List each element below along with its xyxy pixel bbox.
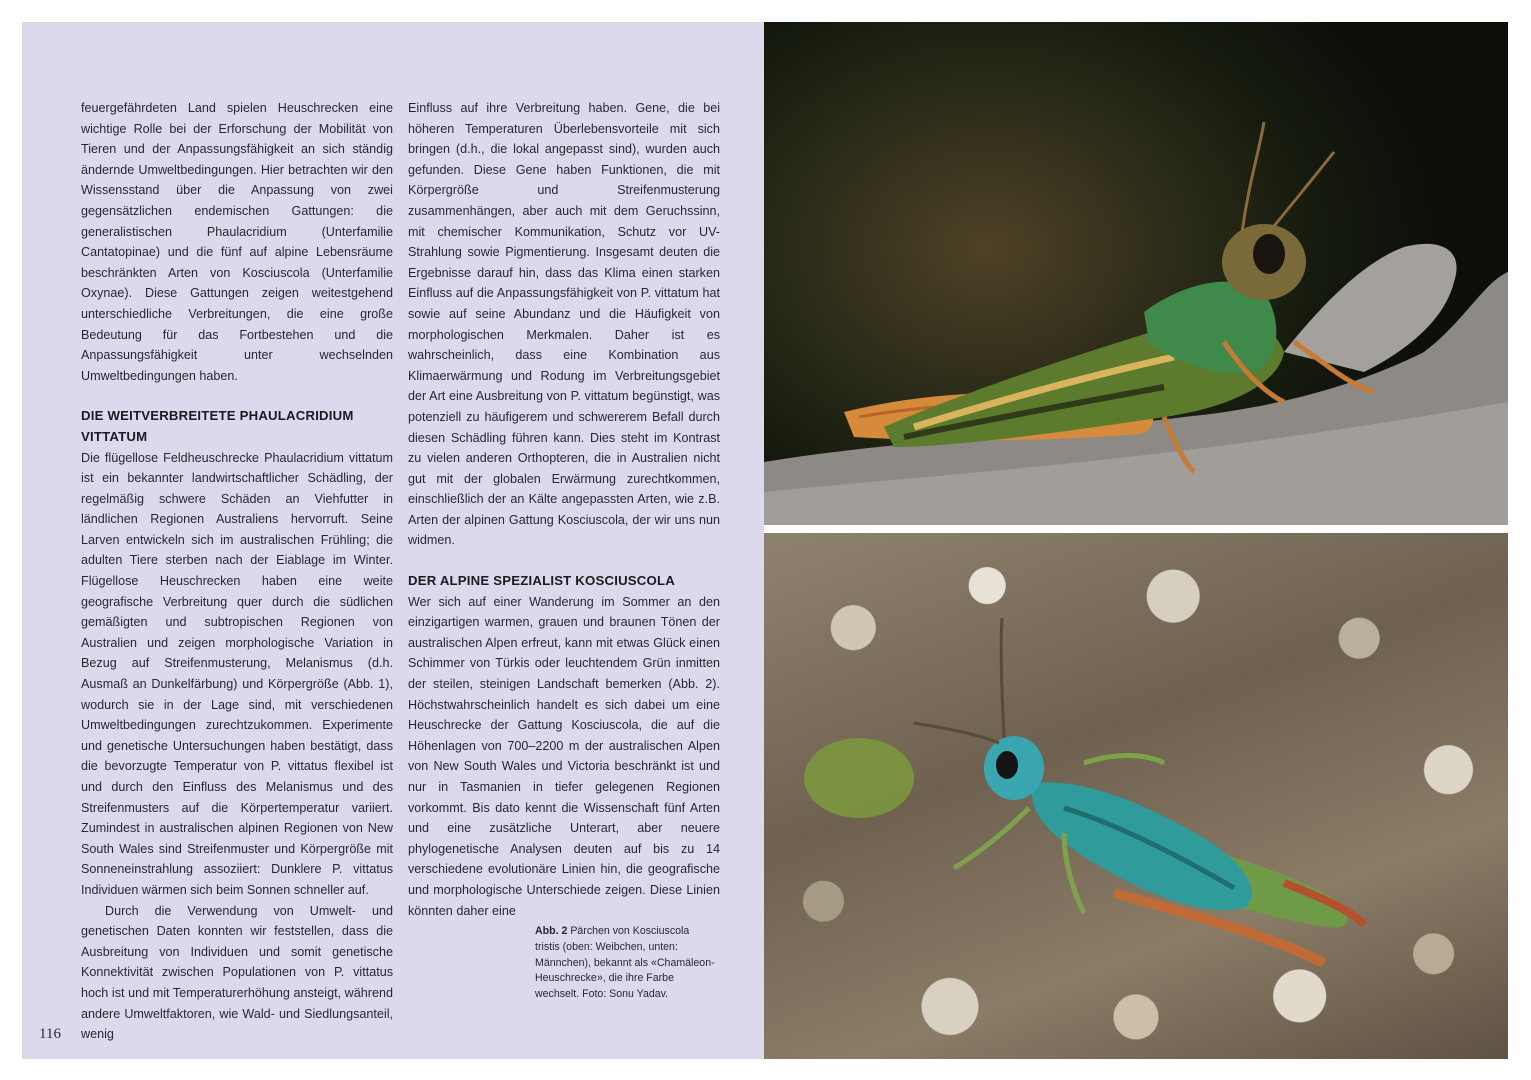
page-number: 116 xyxy=(39,1026,61,1042)
photo-female-grasshopper xyxy=(764,22,1508,525)
figure-caption xyxy=(535,924,715,1003)
section-heading-kosciuscola: DER ALPINE SPEZIALIST KOSCIUSCOLA xyxy=(408,573,675,589)
paragraph-genes: Einfluss auf ihre Verbreitung haben. Gene, die bei höheren Temperaturen Überlebensvorteile mit sich bringen (d.h., die lokal angepasst sind), wurden auch gefunden. Diese Gene haben Funktionen, die mit Körpergröße und Streifenmusterung zusammenhängen, aber auch mit dem Geruchssinn, mit chemischer Kommunikation, Schutz vor UV-Strahlung sowie Pigmentierung. Insgesamt deuten die Ergebnisse darauf hin, dass das Klima einen starken Einfluss auf die Anpassungsfähigkeit von P. vittatum hat sowie auf seine Abundanz und die Häufigkeit von morphologischen Merkmalen. Daher ist es wahrscheinlich, dass eine Kombination aus Klimaerwärmung und Rodung im Verbreitungsgebiet der Art eine Ausbreitung von P. vittatum begünstigt, was potenziell zu häufigerem und schwererem Befall durch diesen Schädling führen kann. Dies steht im Kontrast zu vielen anderen Orthopteren, die in Australien nicht gut mit der globalen Erwärmung zurechtkommen, einschließlich der an Kälte angepassten Arten, wie z.B. Arten der alpinen Gattung Kosciuscola, der wir uns nun widmen. xyxy=(408,101,720,548)
paragraph-kosciuscola: Wer sich auf einer Wanderung im Sommer an den einzigartigen warmen, grauen und braunen Tönen der australischen Alpen erfreut, kann mit etwas Glück einen Schimmer von Türkis oder leuchtendem Grün inmitten der steilen, steinigen Landschaft bemerken (Abb. 2). Höchstwahrscheinlich handelt es sich dabei um eine Heuschrecke der Gattung Kosciuscola, die auf die Höhenlagen von 700–2200 m der australischen Alpen von New South Wales und Victoria beschränkt ist und nur in Tasmanien in tiefer gelegenen Regionen vorkommt. Bis dato kennt die Wissenschaft fünf Arten und eine zusätzliche Unterart, aber neuere phylogenetische Analysen deuten auf bis zu 14 verschiedene evolutionäre Linien hin, die geografische und morphologische Unterschiede zeigen. Diese Linien könnten daher eine xyxy=(408,594,720,918)
text-page xyxy=(22,22,764,1059)
grasshopper-female-illustration xyxy=(764,22,1508,525)
paragraph-phaulacridium: Die flügellose Feldheuschrecke Phaulacridium vittatum ist ein bekannter landwirtschaftlicher Schädling, der regelmäßig schwere Schäden an Viehfutter in ländlichen Regionen Australiens hervorruft. Seine Larven entwickeln sich im australischen Frühling; die adulten Tiere sterben nach der Eiablage im Winter. Flügellose Heuschrecken haben eine weite geografische Verbreitung quer durch die südlichen gemäßigten und subtropischen Regionen von Australien und zeigen morphologische Variation in Bezug auf Streifenmusterung, Melanismus (d.h. Ausmaß an Dunkelfärbung) und Körpergröße (Abb. 1), wodurch sie in der Lage sind, mit verschiedenen Umweltbedingungen zurechtzukommen. Experimente und genetische Untersuchungen haben bestätigt, dass die bevorzugte Temperatur von P. vittatus flexibel ist und durch den Einfluss des Melanismus und des Streifenmusters auf die Körpertemperatur variiert. Zumindest in australischen alpinen Regionen von New South Wales sind Streifenmuster und Körpergröße mit Sonneneinstrahlung assoziiert: Dunklere P. vittatus Individuen wärmen sich beim Sonnen schneller auf. xyxy=(81,450,393,897)
grasshopper-male-illustration xyxy=(764,533,1508,1059)
photo-male-grasshopper xyxy=(764,533,1508,1059)
section-heading-phaulacridium: DIE WEITVERBREITETE PHAULACRIDIUM VITTATUM xyxy=(81,408,354,444)
caption-label: Abb. 2 xyxy=(535,925,568,937)
text-column-left xyxy=(81,98,393,1045)
text-column-right xyxy=(408,98,720,921)
paragraph-intro: feuergefährdeten Land spielen Heuschrecken eine wichtige Rolle bei der Erforschung der Mobilität von Tieren und der Anpassungsfähigkeit an sich ständig ändernde Umweltbedingungen. Hier betrachten wir den Wissensstand über die Anpassung von zwei gegensätzlichen endemischen Gattungen: die generalistischen Phaulacridium (Unterfamilie Cantatopinae) und die fünf auf alpine Lebensräume beschränkten Arten von Kosciuscola (Unterfamilie Oxynae). Diese Gattungen zeigen weitestgehend unterschiedliche Verbreitungen, die eine große Bedeutung für das Fortbestehen und die Anpassungsfähigkeit unter wechselnden Umweltbedingungen haben. xyxy=(81,101,393,383)
paragraph-genetic-data: Durch die Verwendung von Umwelt- und genetischen Daten konnten wir feststellen, dass die Ausbreitung von Individuen und somit genetische Konnektivität zwischen Populationen von P. vittatus hoch ist und mit Temperaturerhöhung ansteigt, während andere Umweltfaktoren, wie Wald- und Siedlungsanteil, wenig xyxy=(81,903,393,1042)
magazine-spread xyxy=(22,22,1508,1059)
caption-text: Pärchen von Kosciuscola tristis (oben: Weibchen, unten: Männchen), bekannt als «Chamäleon-Heuschrecke», die ihre Farbe wechselt. Foto: Sonu Yadav. xyxy=(535,925,715,1001)
